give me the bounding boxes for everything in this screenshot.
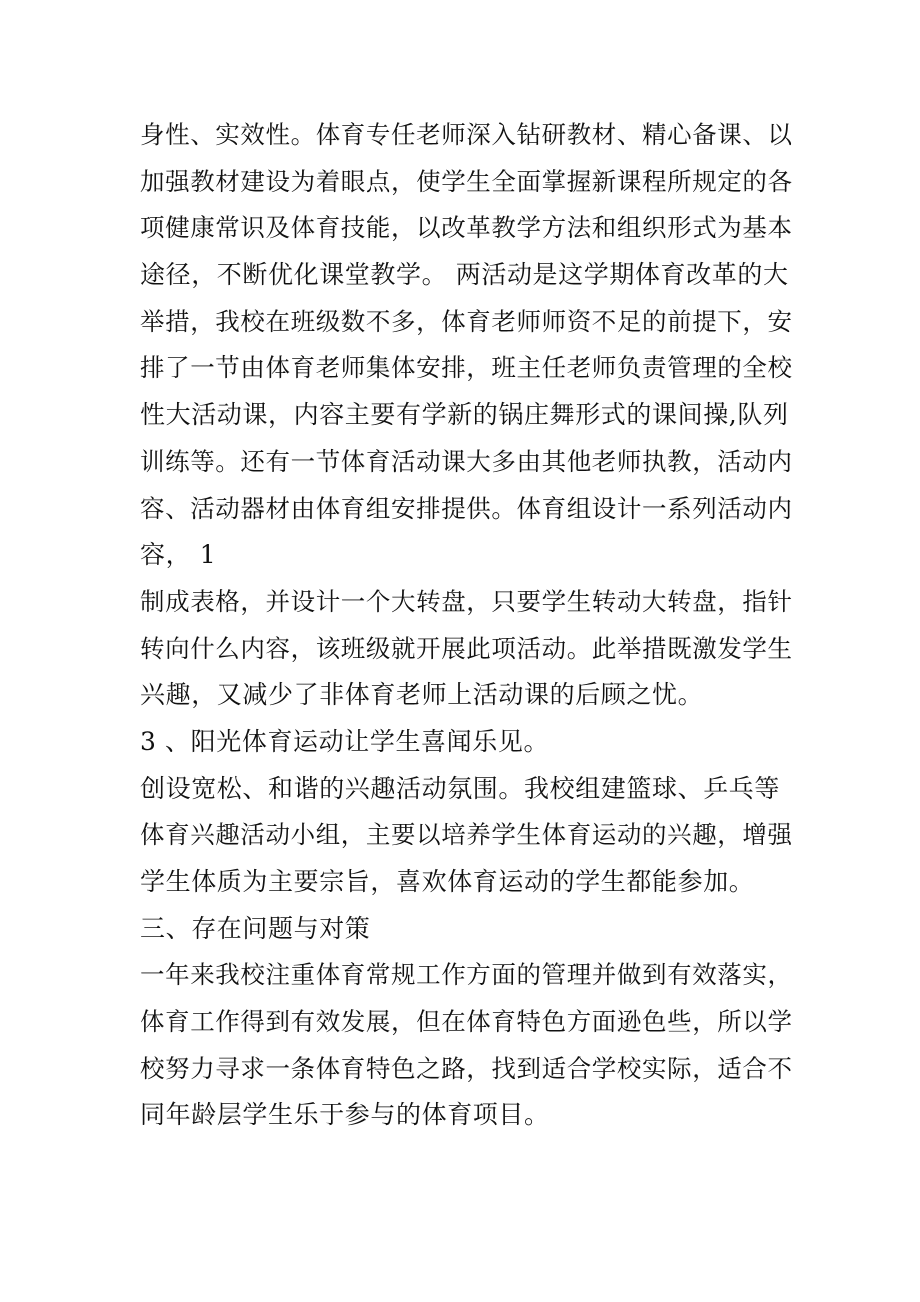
text-line: 制成表格，并设计一个大转盘，只要学生转动大转盘，指针: [140, 586, 793, 616]
text-line: 加强教材建设为着眼点，使学生全面掌握新课程所规定的各: [140, 166, 793, 196]
text-line: 兴趣，又减少了非体育老师上活动课的后顾之忧。: [140, 680, 704, 710]
text-line: 转向什么内容，该班级就开展此项活动。此举措既激发学生: [140, 633, 793, 663]
text-line: 体育兴趣活动小组，主要以培养学生体育运动的兴趣，增强: [140, 820, 793, 850]
page-number-line: 容， 1: [140, 540, 217, 570]
document-body: [140, 112, 800, 1139]
text-line: 学生体质为主要宗旨，喜欢体育运动的学生都能参加。: [140, 867, 755, 896]
section-heading: 三、存在问题与对策: [140, 913, 371, 943]
text-line: 容、活动器材由体育组安排提供。体育组设计一系列活动内: [140, 493, 793, 523]
text-line: 一年来我校注重体育常规工作方面的管理并做到有效落实，: [140, 960, 793, 990]
section-heading: 3 、阳光体育运动让学生喜闻乐见。: [140, 726, 550, 756]
text-line: 创设宽松、和谐的兴趣活动氛围。我校组建篮球、乒乓等: [140, 773, 781, 803]
text-line: 同年龄层学生乐于参与的体育项目。: [140, 1100, 550, 1130]
text-line: 举措，我校在班级数不多，体育老师师资不足的前提下，安: [140, 306, 793, 336]
text-line: 排了一节由体育老师集体安排，班主任老师负责管理的全校: [140, 353, 793, 383]
text-line: 性大活动课，内容主要有学新的锅庄舞形式的课间操,队列: [140, 400, 789, 430]
text-line: 途径，不断优化课堂教学。 两活动是这学期体育改革的大: [140, 260, 789, 290]
text-line: 校努力寻求一条体育特色之路，找到适合学校实际，适合不: [140, 1053, 793, 1083]
text-line: 项健康常识及体育技能，以改革教学方法和组织形式为基本: [140, 213, 793, 243]
text-line: 训练等。还有一节体育活动课大多由其他老师执教，活动内: [140, 446, 793, 476]
text-line: 体育工作得到有效发展，但在体育特色方面逊色些，所以学: [140, 1007, 793, 1037]
text-line: 身性、实效性。体育专任老师深入钻研教材、精心备课、以: [140, 120, 793, 149]
